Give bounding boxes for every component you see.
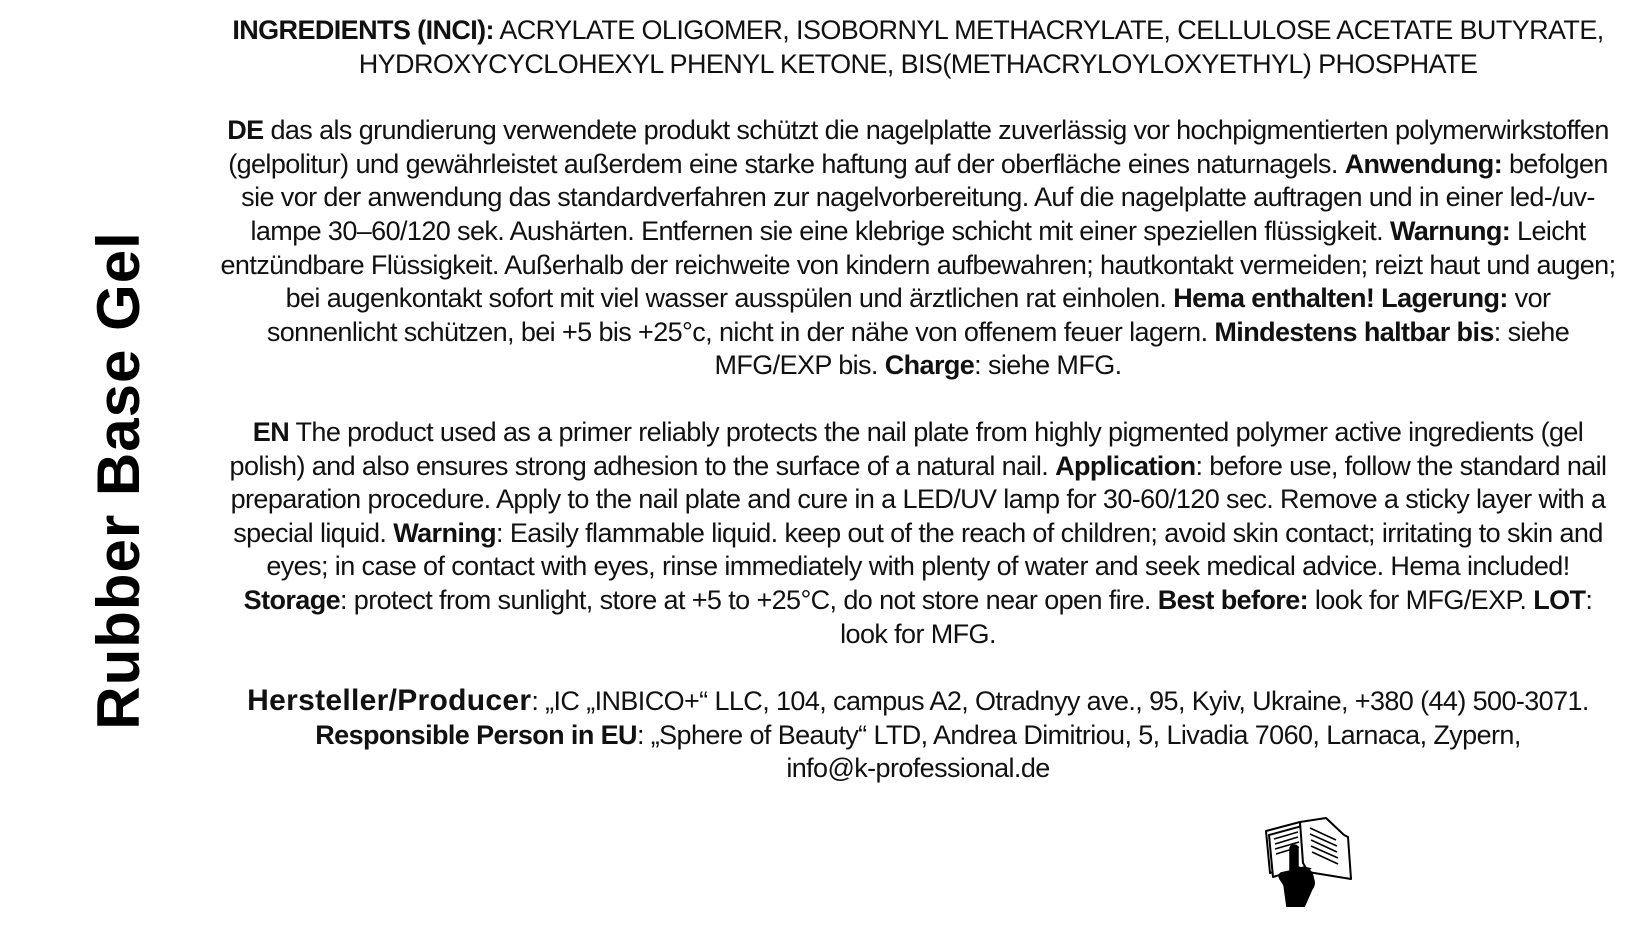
ingredients-paragraph — [218, 14, 1618, 81]
responsible-label: Responsible Person in EU — [315, 719, 637, 750]
en-intro: The product used as a primer reliably protects the nail plate from highly pigmented polymer active ingredients (gel polish) and also ensures strong adhesion to the surface of a natural nail. — [229, 416, 1584, 481]
en-lot-label: LOT — [1533, 584, 1586, 615]
de-warning-text: Leicht entzündbare Flüssigkeit. Außerhalb der reichweite von kindern aufbewahren; hautkontakt vermeiden; reizt haut und augen; bei augenkontakt sofort mit viel wasser ausspülen und ärztlichen rat einholen. — [220, 215, 1616, 314]
responsible-paragraph — [218, 719, 1618, 786]
de-lot-label: Charge — [884, 350, 975, 381]
contact-email: info@k-professional.de — [786, 753, 1050, 784]
en-application-label: Application — [1055, 450, 1196, 481]
ingredients-label: INGREDIENTS (INCI): — [232, 15, 494, 45]
product-name-vertical — [84, 200, 152, 760]
en-warning-text: : Easily flammable liquid. keep out of the reach of children; avoid skin contact; irritating to skin and eyes; in case of contact with eyes, rinse immediately with plenty of water and seek medical advice. Hema included! — [266, 517, 1603, 582]
en-storage-label: Storage — [243, 584, 340, 615]
en-storage-text: : protect from sunlight, store at +5 to +25°C, do not store near open fire. — [340, 584, 1158, 615]
en-lot-text: : look for MFG. — [840, 584, 1593, 649]
de-lot-text: : siehe MFG. — [974, 350, 1122, 381]
en-code: EN — [252, 416, 290, 447]
de-application-label: Anwendung: — [1344, 148, 1503, 179]
producer-paragraph — [218, 684, 1618, 719]
de-hema-storage-label: Hema enthalten! Lagerung: — [1173, 283, 1508, 314]
label-text-block — [218, 14, 1618, 786]
en-paragraph — [218, 416, 1618, 651]
de-intro: das als grundierung verwendete produkt schützt die nagelplatte zuverlässig vor hochpigmentierten polymerwirkstoffen (gelpolitur) und gewährleistet außerdem eine starke haftung auf der oberfläche eines naturnagels. — [228, 115, 1609, 179]
en-best-before-text: look for MFG/EXP. — [1308, 584, 1534, 615]
producer-label: Hersteller/Producer — [247, 684, 532, 718]
de-code: DE — [227, 115, 264, 146]
en-best-before-label: Best before: — [1157, 584, 1309, 615]
product-name: Rubber Base Gel — [84, 230, 152, 730]
en-application-text: : before use, follow the standard nail preparation procedure. Apply to the nail plate and cure in a LED/UV lamp for 30-60/120 sec. Remove a sticky layer with a special liquid. — [230, 450, 1607, 548]
producer-text: : „IC „INBICO+“ LLC, 104, campus A2, Otradnyy ave., 95, Kyiv, Ukraine, +380 (44) 500-3071. — [531, 686, 1589, 717]
de-storage-text: vor sonnenlicht schützen, bei +5 bis +25°c, nicht in der nähe von offenem feuer lagern. — [266, 283, 1551, 347]
de-warning-label: Warnung: — [1389, 215, 1511, 246]
responsible-text: : „Sphere of Beauty“ LTD, Andrea Dimitriou, 5, Livadia 7060, Larnaca, Zypern, — [636, 719, 1521, 750]
de-best-before-text: : siehe MFG/EXP bis. — [714, 316, 1570, 381]
de-application-text: befolgen sie vor der anwendung das standardverfahren zur nagelvorbereitung. Auf die nagelplatte auftragen und in einer led-/uv-lampe 30–60/120 sek. Aushärten. Entfernen sie eine klebrige schicht mit einer speziellen flüssigkeit. — [241, 148, 1608, 246]
de-paragraph — [218, 114, 1618, 383]
read-instructions-icon — [1260, 815, 1352, 907]
de-best-before-label: Mindestens haltbar bis — [1214, 316, 1494, 347]
ingredients-text: ACRYLATE OLIGOMER, ISOBORNYL METHACRYLATE, CELLULOSE ACETATE BUTYRATE, HYDROXYCYCLOHEXYL PHENYL KETONE, BIS(METHACRYLOYLOXYETHYL) PHOSPHATE — [358, 15, 1604, 79]
en-warning-label: Warning — [393, 517, 497, 548]
